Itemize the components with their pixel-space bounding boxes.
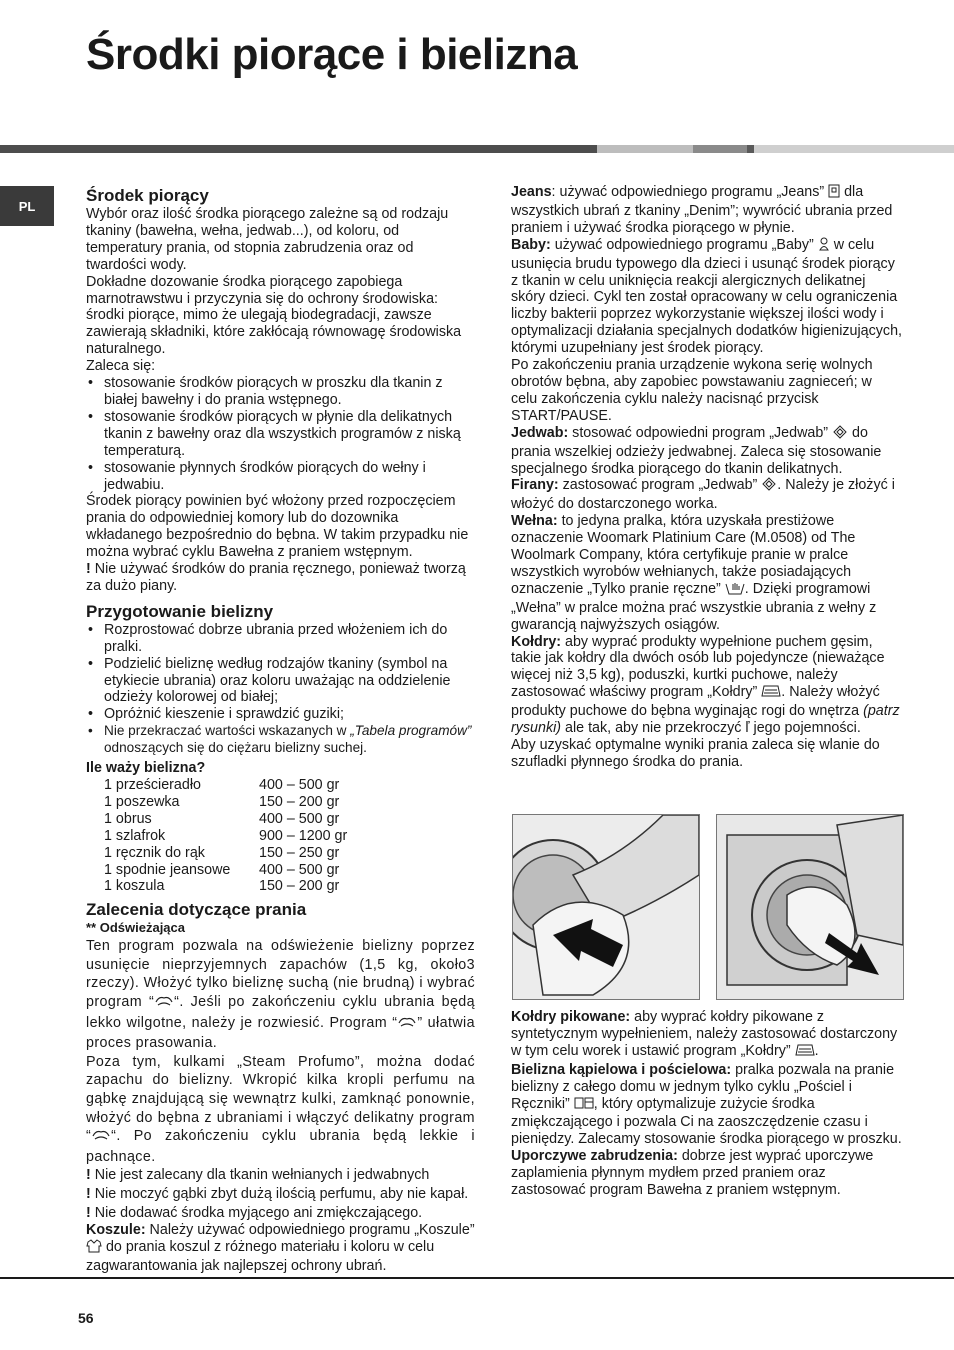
warning-mark: ! xyxy=(86,1167,91,1184)
silk-text: stosować odpowiedni program „Jedwab” xyxy=(568,424,833,441)
header-bar-dark xyxy=(0,145,597,153)
tips-heading: Zalecenia dotyczące prania xyxy=(86,900,307,920)
weight-heading: Ile waży bielizna? xyxy=(86,760,206,777)
jeans-text: : używać odpowiedniego programu „Jeans” xyxy=(551,184,829,200)
page-title: Środki piorące i bielizna xyxy=(86,30,578,79)
silk-label: Jedwab: xyxy=(511,424,569,441)
bath-text: , który optymalizuje zużycie środka zmiękczającego i pozwala Ci na zaoszczędzenie czasu i pieniędzy. Zalecamy stosowanie środka piorącego w proszku. xyxy=(511,1095,902,1148)
warning-mark: ! xyxy=(86,1204,91,1221)
weight-item: 1 koszula xyxy=(104,878,165,895)
weight-value: 150 – 200 gr xyxy=(259,793,340,810)
footer-rule xyxy=(0,1277,954,1279)
jeans-text: dla wszystkich ubrań z tkaniny „Denim”; wywrócić ubrania przed praniem i używać środka piorącego w płynie. xyxy=(511,184,893,236)
refresh-subheading: ** Odświeżająca xyxy=(86,920,185,936)
jeans-icon xyxy=(828,184,840,203)
detergent-bullet: • stosowanie środków piorących w płynie dla delikatnych tkanin z bawełny oraz dla wszystkich programów z niską temperaturą. xyxy=(86,409,475,460)
language-tab: PL xyxy=(0,186,54,226)
jeans-paragraph xyxy=(511,184,902,237)
detergent-paragraph-3: Zaleca się: xyxy=(86,358,156,375)
baby-paragraph xyxy=(511,237,902,357)
refresh-program-icon xyxy=(154,994,174,1014)
prep-bullet xyxy=(86,723,475,757)
silk-icon xyxy=(832,425,848,444)
quilted-text: . xyxy=(814,1042,819,1059)
weight-value: 150 – 250 gr xyxy=(259,844,340,861)
header-bar-end xyxy=(754,145,954,153)
refresh-program-icon xyxy=(397,1015,417,1035)
weight-table xyxy=(104,777,475,895)
refresh-text: Ten program pozwala na odświeżenie bielizny poprzez usunięcie nieprzyjemnych zapachów (1,5 kg, około3 rzeczy). Włożyć tylko bieliznę suchą (nie brudną) i wybrać program “ xyxy=(86,938,475,1011)
silk-icon xyxy=(761,477,777,496)
duvet-loading-figure-1 xyxy=(512,814,700,1000)
header-bar-accent xyxy=(747,145,754,153)
weight-row xyxy=(104,811,475,828)
stains-label: Uporczywe zabrudzenia: xyxy=(511,1148,678,1165)
detergent-paragraph-2: Dokładne dozowanie środka piorącego zapobiega marnotrawstwu i przyczynia się do ochrony środowiska: środki piorące, mimo że ulegają biodegradacji, zawsze zawierają składniki, które zakłócają równowagę środowiska naturalnego. xyxy=(86,273,462,358)
prep-bullet-text: Nie przekraczać wartości wskazanych w xyxy=(104,723,351,739)
prep-heading: Przygotowanie bielizny xyxy=(86,601,274,621)
bath-text: pralka pozwala na pranie bielizny z całego domu w jednym tylko cyklu „Pościel i Ręczniki” xyxy=(511,1061,895,1112)
refresh-text: ” ułatwia proces prasowania. xyxy=(86,1014,475,1052)
prep-bullet: • Rozprostować dobrze ubrania przed włożeniem ich do pralki. xyxy=(86,622,475,656)
detergent-paragraph-4: Środek piorący powinien być włożony przed rozpoczęciem prania do odpowiedniej komory lub do dozownika wkładanego bezpośrednio do bębna. W takim przypadku nie można wybrać cyklu Bawełna z praniem wstępnym. xyxy=(86,493,469,561)
curtains-label: Firany: xyxy=(511,477,559,494)
prep-bullet: • Podzielić bieliznę według rodzajów tkaniny (symbol na etykiecie ubrania) oraz koloru uważając na oddzielenie odzieży kolorowej od białej; xyxy=(86,656,475,707)
after-cycle-paragraph: Po zakończeniu prania urządzenie wykona serię wolnych obrotów bębna, aby zapobiec powstawaniu zagnieceń; w celu zakończenia cyklu należy nacisnąć przycisk START/PAUSE. xyxy=(511,357,873,424)
weight-value: 400 – 500 gr xyxy=(259,861,340,878)
left-column xyxy=(86,186,475,1275)
wool-paragraph xyxy=(511,513,902,633)
warning-mark: ! xyxy=(86,561,91,578)
duvet-icon xyxy=(761,684,781,703)
bath-paragraph xyxy=(511,1062,902,1149)
quilted-label: Kołdry pikowane: xyxy=(511,1009,631,1025)
duvet-icon xyxy=(795,1043,815,1062)
perfume-text: “. Po zakończeniu cyklu ubrania będą lekkie i pachnące. xyxy=(86,1128,475,1165)
shirts-text: Należy używać odpowiedniego programu „Koszule” xyxy=(145,1222,475,1239)
duvets-text: aby wyprać produkty wypełnione puchem gęsim, takie jak kołdry dla dwóch osób lub pojedyncze (nieważące więcej niż 3,5 kg), poduszki, kurtki puchowe, należy zastosować właściwy program „Kołdry” xyxy=(511,633,885,701)
duvets-tip: Aby uzyskać optymalne wyniki prania zaleca się wlanie do szufladki płynnego środka do prania. xyxy=(511,737,880,770)
bath-label: Bielizna kąpielowa i pościelowa: xyxy=(511,1061,732,1078)
right-column xyxy=(511,184,902,771)
shirts-paragraph xyxy=(86,1222,475,1275)
weight-value: 900 – 1200 gr xyxy=(259,827,348,844)
refresh-text: “. Jeśli po zakończeniu cyklu ubrania będą lekko wilgotne, należy je rozwiesić. Program “ xyxy=(86,994,476,1031)
baby-text: w celu usunięcia brudu typowego dla dzieci i usunąć środek piorący z tkanin w celu uniknięcia reakcji alergicznych delikatnej skóry dzieci. Cykl ten został opracowany w celu ograniczenia liczby bakterii poprzez wykorzystanie większej ilości wody i optymalizacji działania specjalnych dodatków higienizujących, którymi uzupełniany jest środek piorący. xyxy=(511,236,902,357)
perfume-paragraph xyxy=(86,1053,475,1167)
weight-row xyxy=(104,862,475,879)
duvets-text: . Należy włożyć produkty puchowe do bębna wyginając rogi do wnętrza xyxy=(511,684,880,720)
weight-item: 1 poszewka xyxy=(104,793,180,810)
detergent-warning xyxy=(86,561,475,595)
refresh-program-icon xyxy=(91,1128,111,1148)
perfume-text: Poza tym, kulkami „Steam Profumo”, można dodać zapachu do bielizny. Wkropić kilka kropli perfumu na gąbkę znajdującą się wewnątrz kulki, zamknąć ponownie, włożyć do bębna z ubraniami i włączyć delikatny program “ xyxy=(86,1053,475,1145)
jeans-label: Jeans xyxy=(511,184,552,200)
warning-mark: ! xyxy=(86,1185,91,1202)
warning-text: Nie dodawać środka myjącego ani zmiękczającego. xyxy=(90,1204,423,1221)
baby-icon xyxy=(818,237,830,256)
detergent-heading: Środek piorący xyxy=(86,186,209,205)
weight-row xyxy=(104,878,475,895)
detergent-paragraph-1: Wybór oraz ilość środka piorącego zależne są od rodzaju tkaniny (bawełna, wełna, jedwab...), od koloru, od temperatury prania, od stopnia zabrudzenia oraz od twardości wody. xyxy=(86,206,449,273)
shirts-label: Koszule: xyxy=(86,1222,146,1239)
warning-text: Nie używać środków do prania ręcznego, ponieważ tworzą za dużo piany. xyxy=(86,561,466,594)
duvets-text: ale tak, aby nie przekroczyć ľ jego pojemności. xyxy=(561,720,861,737)
bedding-towels-icon xyxy=(574,1096,594,1115)
page-number: 56 xyxy=(78,1310,94,1326)
shirt-icon xyxy=(86,1239,102,1258)
prep-bullet: • Opróżnić kieszenie i sprawdzić guziki; xyxy=(86,706,475,723)
silk-text: do prania wszelkiej odzieży jedwabnej. Zaleca się stosowanie specjalnego środka piorącego do tkanin delikatnych. xyxy=(511,424,882,477)
refresh-warning xyxy=(86,1185,475,1204)
quilted-text: aby wyprać kołdry pikowane z syntetycznym wypełnieniem, należy zastosować dostarczony w tym celu worek i ustawić program „Kołdry” xyxy=(511,1009,898,1059)
shirts-text: do prania koszul z różnego materiału i koloru w celu zagwarantowania jak najlepszej ochrony ubrań. xyxy=(86,1239,435,1274)
stains-paragraph xyxy=(511,1148,902,1199)
weight-row xyxy=(104,777,475,794)
weight-value: 400 – 500 gr xyxy=(259,777,340,793)
warning-text: Nie jest zalecany dla tkanin wełnianych i jedwabnych xyxy=(90,1167,430,1184)
refresh-paragraph xyxy=(86,937,475,1053)
prep-bullet-text: odnoszących się do ciężaru bielizny suchej. xyxy=(104,740,367,756)
weight-value: 150 – 200 gr xyxy=(259,878,340,895)
wool-text: . Dzięki programowi „Wełna” w pralce można prać wszystkie ubrania z wełny z gwarancją najwyższych osiągów. xyxy=(511,580,877,633)
detergent-bullet: • stosowanie środków piorących w proszku dla tkanin z białej bawełny i do prania wstępnego. xyxy=(86,375,475,409)
wool-text: to jedyna pralka, która uzyskała prestiżowe oznaczenie Woomark Platinium Care (M.0508) od The Woolmark Company, która certyfikuje pranie w pralce wszystkich wyrobów wełnianych, także posiadających oznaczenie „Tylko pranie ręczne” xyxy=(511,513,856,597)
header-bar-light xyxy=(597,145,693,153)
weight-item: 1 obrus xyxy=(104,810,152,827)
weight-item: 1 spodnie jeansowe xyxy=(104,861,231,878)
wool-label: Wełna: xyxy=(511,513,558,530)
curtains-paragraph xyxy=(511,477,902,513)
refresh-warning xyxy=(86,1204,475,1223)
weight-value: 400 – 500 gr xyxy=(259,810,340,827)
quilted-paragraph xyxy=(511,1009,902,1062)
duvets-label: Kołdry: xyxy=(511,633,562,650)
warning-text: Nie moczyć gąbki zbyt dużą ilością perfumu, aby nie kapał. xyxy=(90,1185,469,1202)
program-table-ref: „Tabela programów” xyxy=(350,723,472,739)
right-column-lower xyxy=(511,1009,902,1199)
weight-item: 1 szlafrok xyxy=(104,827,166,844)
header-bar-mid xyxy=(693,145,747,153)
detergent-bullet: • stosowanie płynnych środków piorących do wełny i jedwabiu. xyxy=(86,460,475,494)
duvet-loading-figure-2 xyxy=(716,814,904,1000)
weight-item: 1 prześcieradło xyxy=(104,777,201,793)
weight-item: 1 ręcznik do rąk xyxy=(104,844,205,861)
weight-row xyxy=(104,828,475,845)
weight-row xyxy=(104,794,475,811)
baby-text: używać odpowiedniego programu „Baby” xyxy=(550,236,818,253)
baby-label: Baby: xyxy=(511,236,551,253)
refresh-warning xyxy=(86,1166,475,1185)
curtains-text: zastosować program „Jedwab” xyxy=(558,477,762,494)
hand-wash-icon xyxy=(725,581,745,600)
weight-row xyxy=(104,845,475,862)
see-figures-ref: (patrz rysunki) xyxy=(511,703,900,737)
stains-text: dobrze jest wyprać uporczywe zaplamienia płynnym mydłem przed praniem oraz zastosować program Bawełna z praniem wstępnym. xyxy=(511,1148,874,1199)
silk-paragraph xyxy=(511,425,902,478)
curtains-text: . Należy je złożyć i włożyć do dostarczonego worka. xyxy=(511,477,895,513)
duvets-paragraph xyxy=(511,634,902,737)
